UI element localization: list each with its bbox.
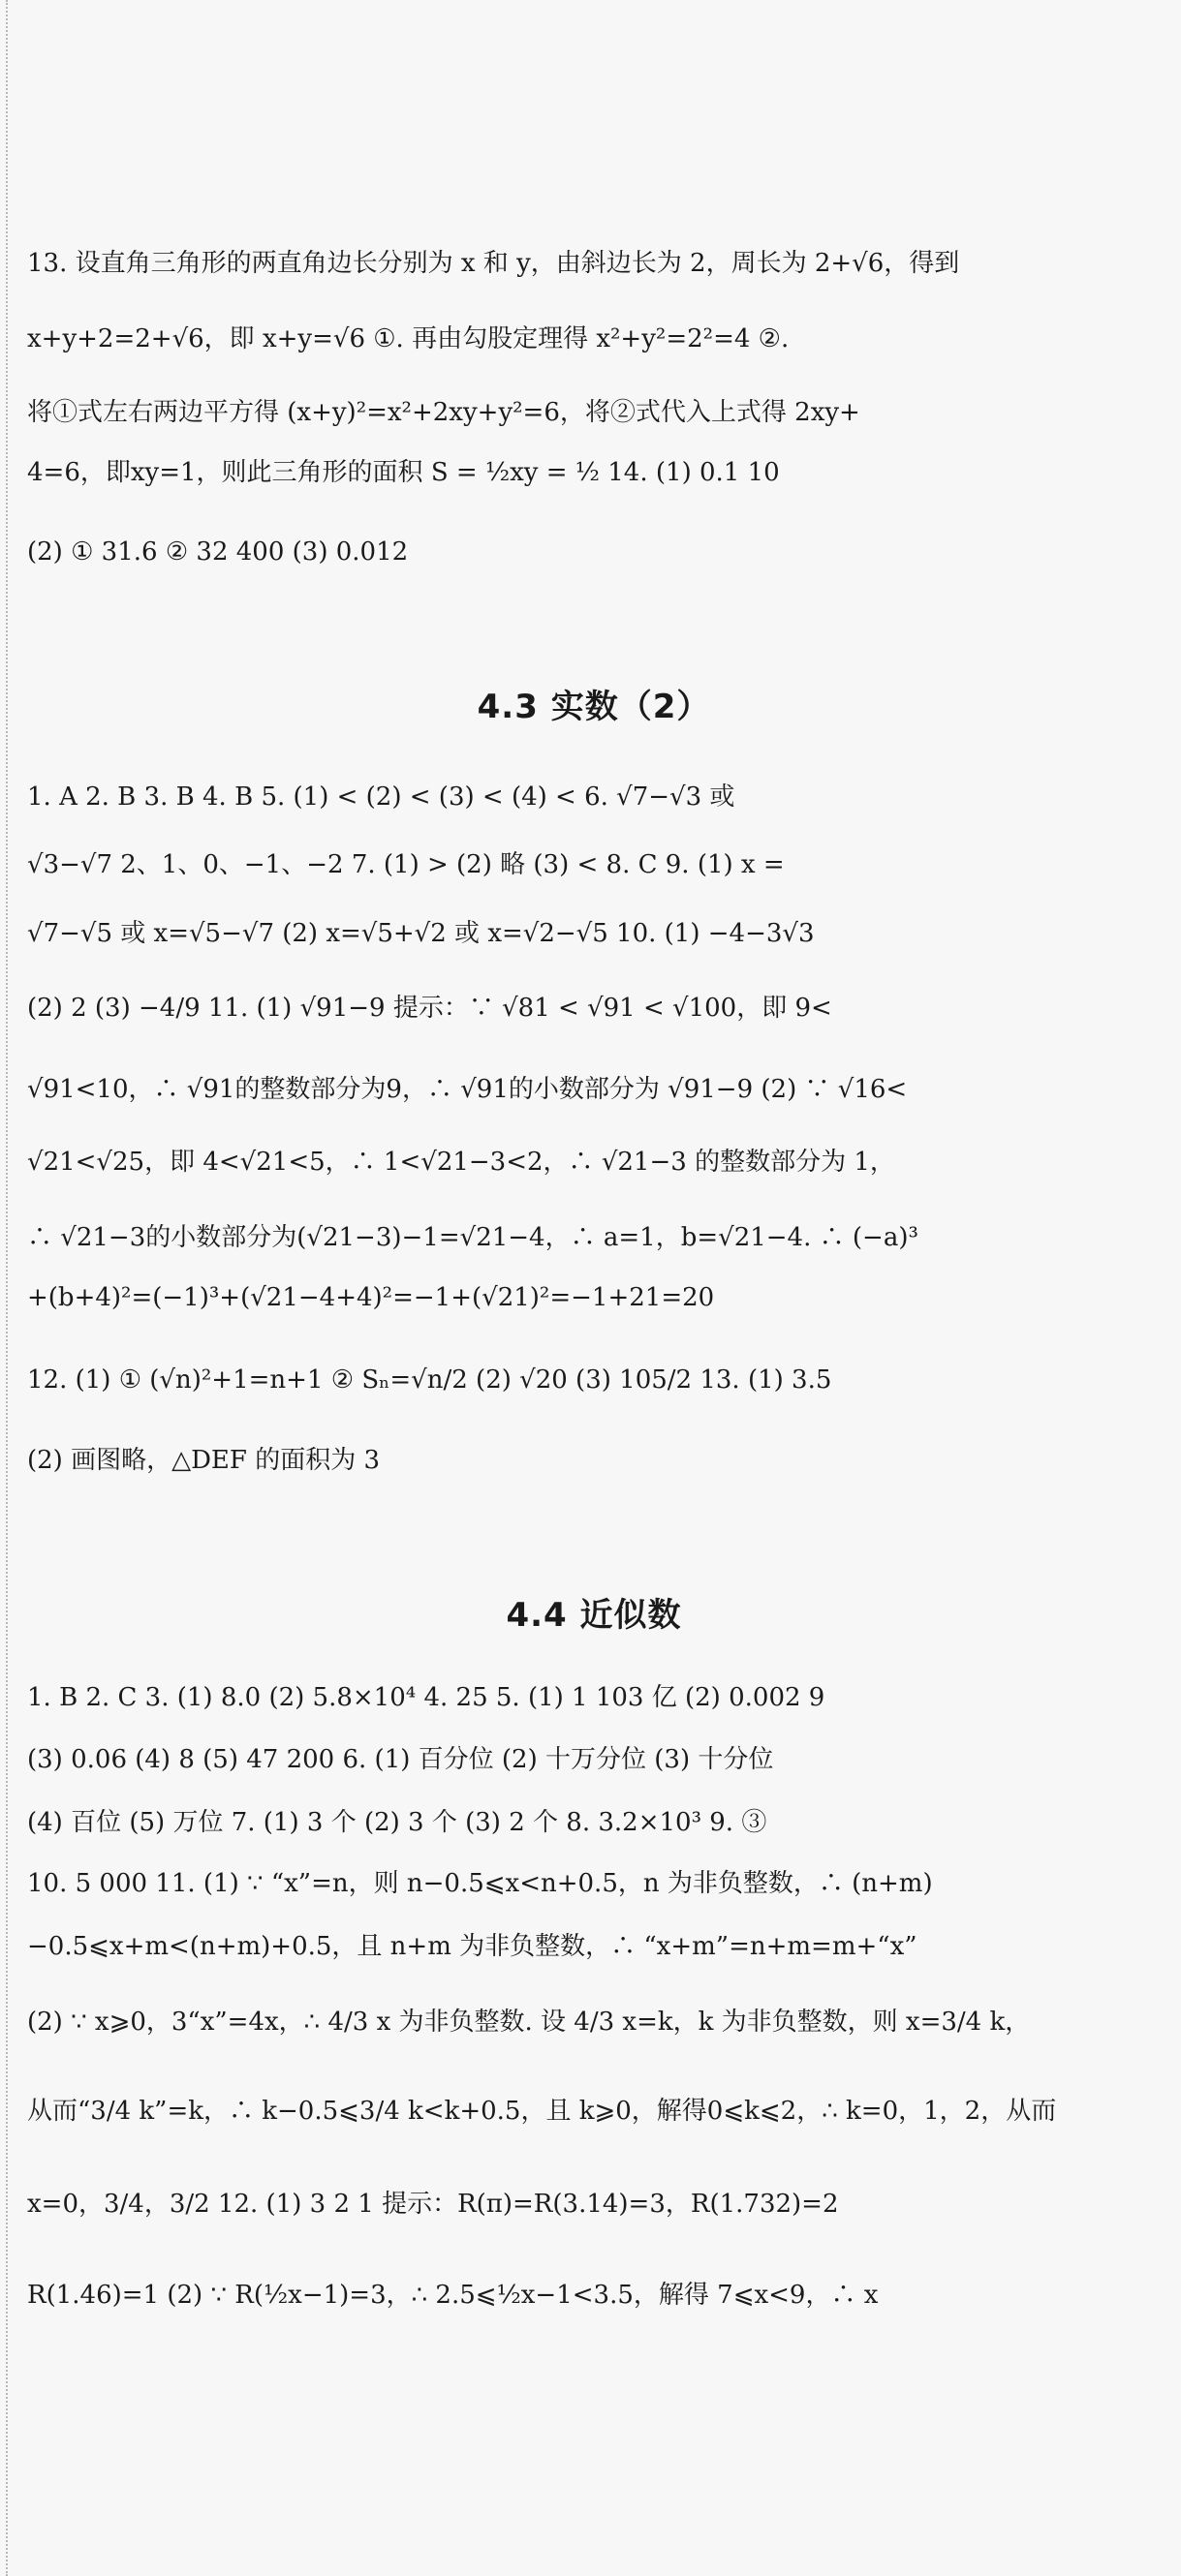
text-line: (4) 百位 (5) 万位 7. (1) 3 个 (2) 3 个 (3) 2 个 8. 3.2×10³ 9. ③ (27, 1808, 767, 1837)
text-line: (2) 画图略，△DEF 的面积为 3 (27, 1446, 381, 1475)
section-heading-4-4: 4.4 近似数 (506, 1596, 682, 1635)
text-line: ∴ √21−3的小数部分为(√21−3)−1=√21−4，∴ a=1，b=√21−4. ∴ (−a)³ (27, 1223, 918, 1252)
text-line: (2) ∵ x⩾0，3“x”=4x，∴ 4/3 x 为非负整数. 设 4/3 x=k，k 为非负整数，则 x=3/4 k， (27, 2008, 1031, 2037)
text-line: √7−√5 或 x=√5−√7 (2) x=√5+√2 或 x=√2−√5 10. (1) −4−3√3 (27, 919, 815, 948)
margin-rule (6, 0, 8, 2576)
text-line: +(b+4)²=(−1)³+(√21−4+4)²=−1+(√21)²=−1+21=20 (27, 1283, 715, 1312)
text-line: √91<10，∴ √91的整数部分为9，∴ √91的小数部分为 √91−9 (2) ∵ √16< (27, 1075, 908, 1104)
text-line: 1. B 2. C 3. (1) 8.0 (2) 5.8×10⁴ 4. 25 5. (1) 1 103 亿 (2) 0.002 9 (27, 1683, 825, 1712)
text-line: 从而“3/4 k”=k，∴ k−0.5⩽3/4 k<k+0.5，且 k⩾0，解得0⩽k⩽2，∴ k=0，1，2，从而 (27, 2097, 1057, 2126)
text-line: 13. 设直角三角形的两直角边长分别为 x 和 y，由斜边长为 2，周长为 2+√6，得到 (27, 249, 960, 278)
text-line: x=0，3/4，3/2 12. (1) 3 2 1 提示：R(π)=R(3.14)=3，R(1.732)=2 (27, 2190, 839, 2219)
text-line: (2) ① 31.6 ② 32 400 (3) 0.012 (27, 537, 409, 567)
text-line: (2) 2 (3) −4/9 11. (1) √91−9 提示：∵ √81 < √91 < √100，即 9< (27, 994, 832, 1023)
text-line: 10. 5 000 11. (1) ∵ “x”=n，则 n−0.5⩽x<n+0.5，n 为非负整数，∴ (n+m) (27, 1869, 933, 1898)
text-line: √21<√25，即 4<√21<5，∴ 1<√21−3<2，∴ √21−3 的整数部分为 1， (27, 1148, 895, 1177)
text-line: 1. A 2. B 3. B 4. B 5. (1) < (2) < (3) < (4) < 6. √7−√3 或 (27, 782, 735, 812)
text-line: √3−√7 2、1、0、−1、−2 7. (1) > (2) 略 (3) < 8. C 9. (1) x = (27, 850, 785, 879)
text-line: R(1.46)=1 (2) ∵ R(½x−1)=3，∴ 2.5⩽½x−1<3.5，解得 7⩽x<9，∴ x (27, 2281, 879, 2310)
text-line: −0.5⩽x+m<(n+m)+0.5，且 n+m 为非负整数，∴ “x+m”=n+m=m+“x” (27, 1932, 917, 1961)
section-heading-4-3: 4.3 实数（2） (477, 688, 711, 726)
text-line: 将①式左右两边平方得 (x+y)²=x²+2xy+y²=6，将②式代入上式得 2xy+ (27, 398, 860, 427)
text-line: 12. (1) ① (√n)²+1=n+1 ② Sₙ=√n/2 (2) √20 (3) 105/2 13. (1) 3.5 (27, 1365, 832, 1395)
text-line: (3) 0.06 (4) 8 (5) 47 200 6. (1) 百分位 (2) 十万分位 (3) 十分位 (27, 1745, 774, 1774)
text-line: 4=6，即xy=1，则此三角形的面积 S = ½xy = ½ 14. (1) 0.1 10 (27, 458, 780, 487)
text-line: x+y+2=2+√6，即 x+y=√6 ①. 再由勾股定理得 x²+y²=2²=4 ②. (27, 324, 790, 353)
